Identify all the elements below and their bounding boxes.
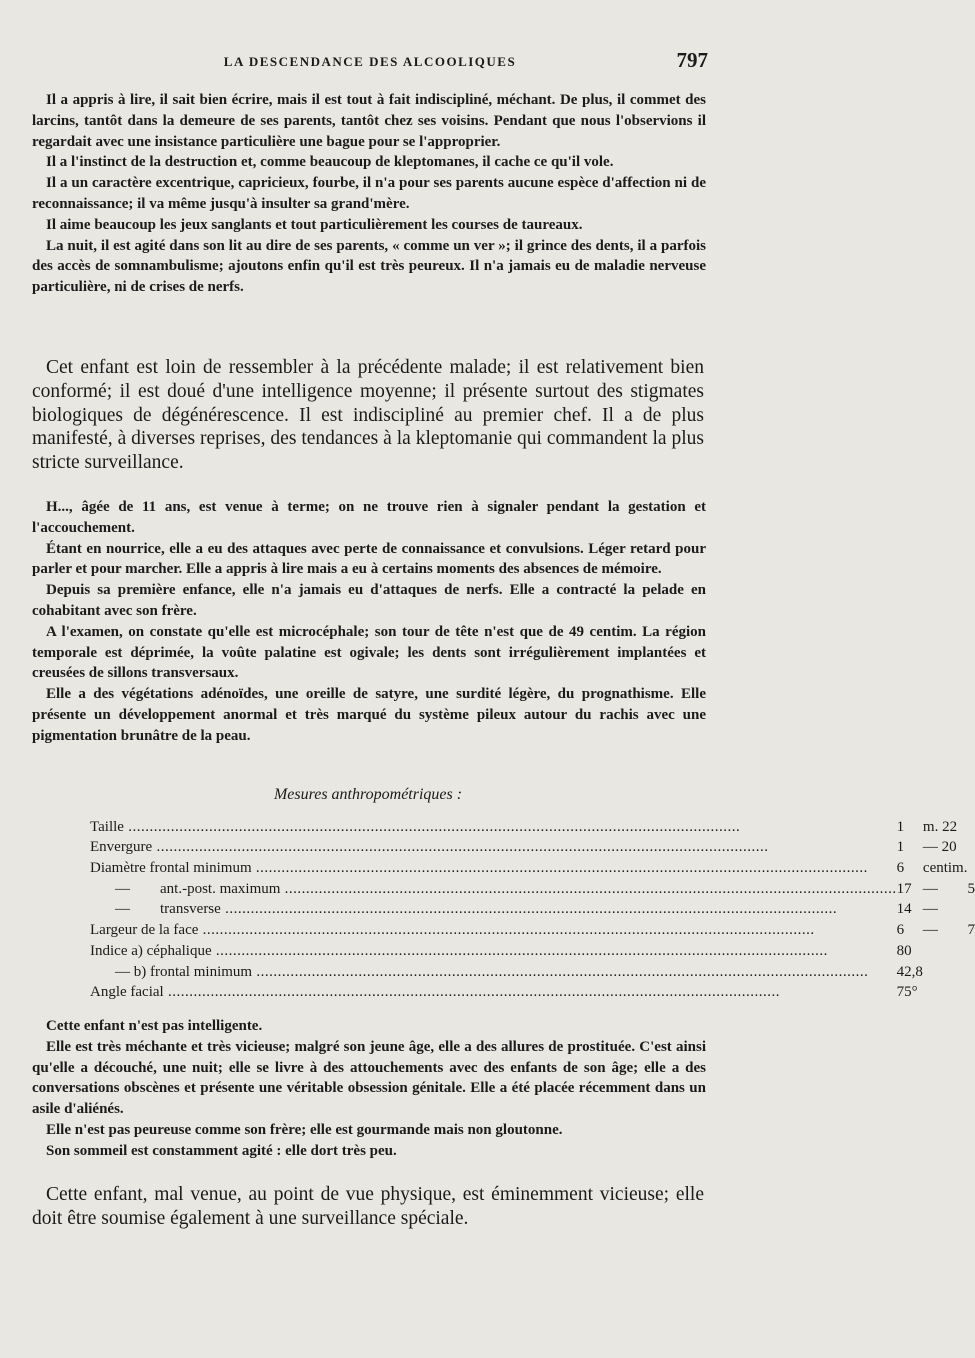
table-row: [90, 877, 975, 898]
table-row: [90, 898, 975, 919]
measure-value: 80: [896, 942, 912, 959]
paragraph: Elle est très méchante et très vicieuse; malgré son jeune âge, elle a des allures de prostituée. C'est ainsi qu'elle a découché, une nuit; elle se livre à des attouchements avec des enfants de son âge; elle a des conversations obscènes et présente une véritable obsession génitale. Elle a été placée récemment dans un asile d'aliénés.: [32, 1038, 706, 1118]
measure-label: — transverse .....: [90, 901, 837, 918]
measure-extra: [967, 836, 975, 857]
measure-label: — b) frontal minimum .....: [90, 964, 868, 981]
case-description-boy: [32, 90, 706, 298]
paragraph: Cet enfant est loin de ressembler à la précédente malade; il est relativement bien conformé; il est doué d'une intelligence moyenne; il présente surtout des stigmates biologiques de dégénérescence. Il est indiscipliné au premier chef. Il a de plus manifesté, à diverses reprises, des tendances à la kleptomanie qui commandent la plus stricte surveillance.: [32, 357, 704, 474]
measure-extra: [967, 981, 975, 1002]
commentary-boy: [32, 356, 704, 475]
measure-extra: [967, 856, 975, 877]
measure-label: Angle facial .....: [90, 984, 780, 1001]
measure-label: Largeur de la face .....: [90, 922, 815, 939]
measure-extra: 5: [967, 880, 975, 897]
measure-value: 42,8: [896, 963, 923, 980]
paragraph: Cette enfant, mal venue, au point de vue physique, est éminemment vicieuse; elle doit être soumise également à une surveillance spéciale.: [32, 1184, 704, 1229]
running-header: [32, 50, 708, 80]
measure-unit: m. 22: [922, 818, 958, 835]
running-title: LA DESCENDANCE DES ALCOOLIQUES: [223, 54, 517, 69]
paragraph: Il a un caractère excentrique, capricieux, fourbe, il n'a pour ses parents aucune espèce d'affection ni de reconnaissance; il va même jusqu'à insulter sa grand'mère.: [32, 175, 706, 212]
table-row: [90, 815, 975, 836]
measure-label: Indice a) céphalique .....: [90, 943, 828, 960]
measure-unit: centim.: [922, 860, 968, 877]
measure-extra: [967, 939, 975, 960]
table-row: [90, 981, 975, 1002]
measure-label: Envergure .....: [90, 839, 768, 856]
paragraph: Depuis sa première enfance, elle n'a jamais eu d'attaques de nerfs. Elle a contracté la pelade en cohabitant avec son frère.: [32, 582, 706, 619]
case-conclusion-girl: [32, 1016, 706, 1162]
measure-extra: 7: [967, 922, 975, 939]
measure-value: 6: [896, 860, 905, 877]
paragraph: H..., âgée de 11 ans, est venue à terme; on ne trouve rien à signaler pendant la gestation et l'accouchement.: [32, 499, 706, 536]
paragraph: Il aime beaucoup les jeux sanglants et tout particulièrement les courses de taureaux.: [46, 216, 583, 233]
page-number: 797: [676, 48, 708, 72]
paragraph: A l'examen, on constate qu'elle est microcéphale; son tour de tête n'est que de 49 centim. La région temporale est déprimée, la voûte palatine est ogivale; les dents sont irrégulièrement implantées et creusées de sillons transversaux.: [32, 623, 706, 682]
measures-table: [90, 815, 975, 1001]
measure-extra: [967, 898, 975, 919]
measure-unit: [923, 960, 968, 981]
paragraph: Elle n'est pas peureuse comme son frère; elle est gourmande mais non gloutonne.: [46, 1121, 563, 1138]
measure-value: 1: [896, 839, 905, 856]
measure-unit: —: [922, 880, 938, 897]
measure-unit: —: [922, 901, 938, 918]
commentary-girl: [32, 1183, 704, 1231]
measure-value: 75°: [896, 984, 918, 1001]
measure-value: 6: [896, 922, 905, 939]
measure-unit: [923, 981, 968, 1002]
table-row: [90, 836, 975, 857]
measure-value: 14: [896, 901, 912, 918]
measure-unit: [923, 939, 968, 960]
paragraph: Elle a des végétations adénoïdes, une oreille de satyre, une surdité légère, du prognathisme. Elle présente un développement anormal et très marqué du système pileux autour du rachis avec une pigmentation brunâtre de la peau.: [32, 686, 706, 744]
measure-value: 1: [896, 818, 905, 835]
case-description-girl: [32, 497, 706, 747]
measure-label: Taille .....: [90, 819, 740, 836]
measure-extra: [967, 815, 975, 836]
paragraph: Son sommeil est constamment agité : elle dort très peu.: [46, 1142, 397, 1159]
paragraph: Cette enfant n'est pas intelligente.: [46, 1018, 263, 1034]
paragraph: Étant en nourrice, elle a eu des attaques avec perte de connaissance et convulsions. Léger retard pour parler et pour marcher. Elle a appris à lire mais a eu à certains moments des absences de mémoire.: [32, 540, 706, 578]
paragraph: Il a l'instinct de la destruction et, comme beaucoup de kleptomanes, il cache ce qu'il vole.: [46, 154, 614, 171]
measures-title: Mesures anthropométriques :: [273, 786, 463, 803]
measure-extra: [967, 960, 975, 981]
paragraph: La nuit, il est agité dans son lit au dire de ses parents, « comme un ver »; il grince des dents, il a parfois des accès de somnambulisme; ajoutons enfin qu'il est très peureux. Il n'a jamais eu de maladie nerveuse particulière, ni de crises de nerfs.: [32, 237, 706, 296]
table-row: [90, 856, 975, 877]
paragraph: Il a appris à lire, il sait bien écrire, mais il est tout à fait indiscipliné, méchant. De plus, il commet des larcins, tantôt dans la demeure de ses parents, tantôt chez ses voisins. Pendant que nous l'observions il regardait avec une insistance particulière une bague pour se l'approprier.: [32, 92, 706, 150]
table-row: [90, 960, 975, 981]
measure-unit: —: [922, 922, 938, 939]
measure-unit: — 20: [922, 839, 957, 856]
table-row: [90, 939, 975, 960]
measure-label: Diamètre frontal minimum .....: [90, 860, 868, 877]
measure-value: 17: [896, 880, 912, 897]
table-row: [90, 918, 975, 939]
measure-label: — ant.-post. maximum .....: [90, 881, 897, 898]
